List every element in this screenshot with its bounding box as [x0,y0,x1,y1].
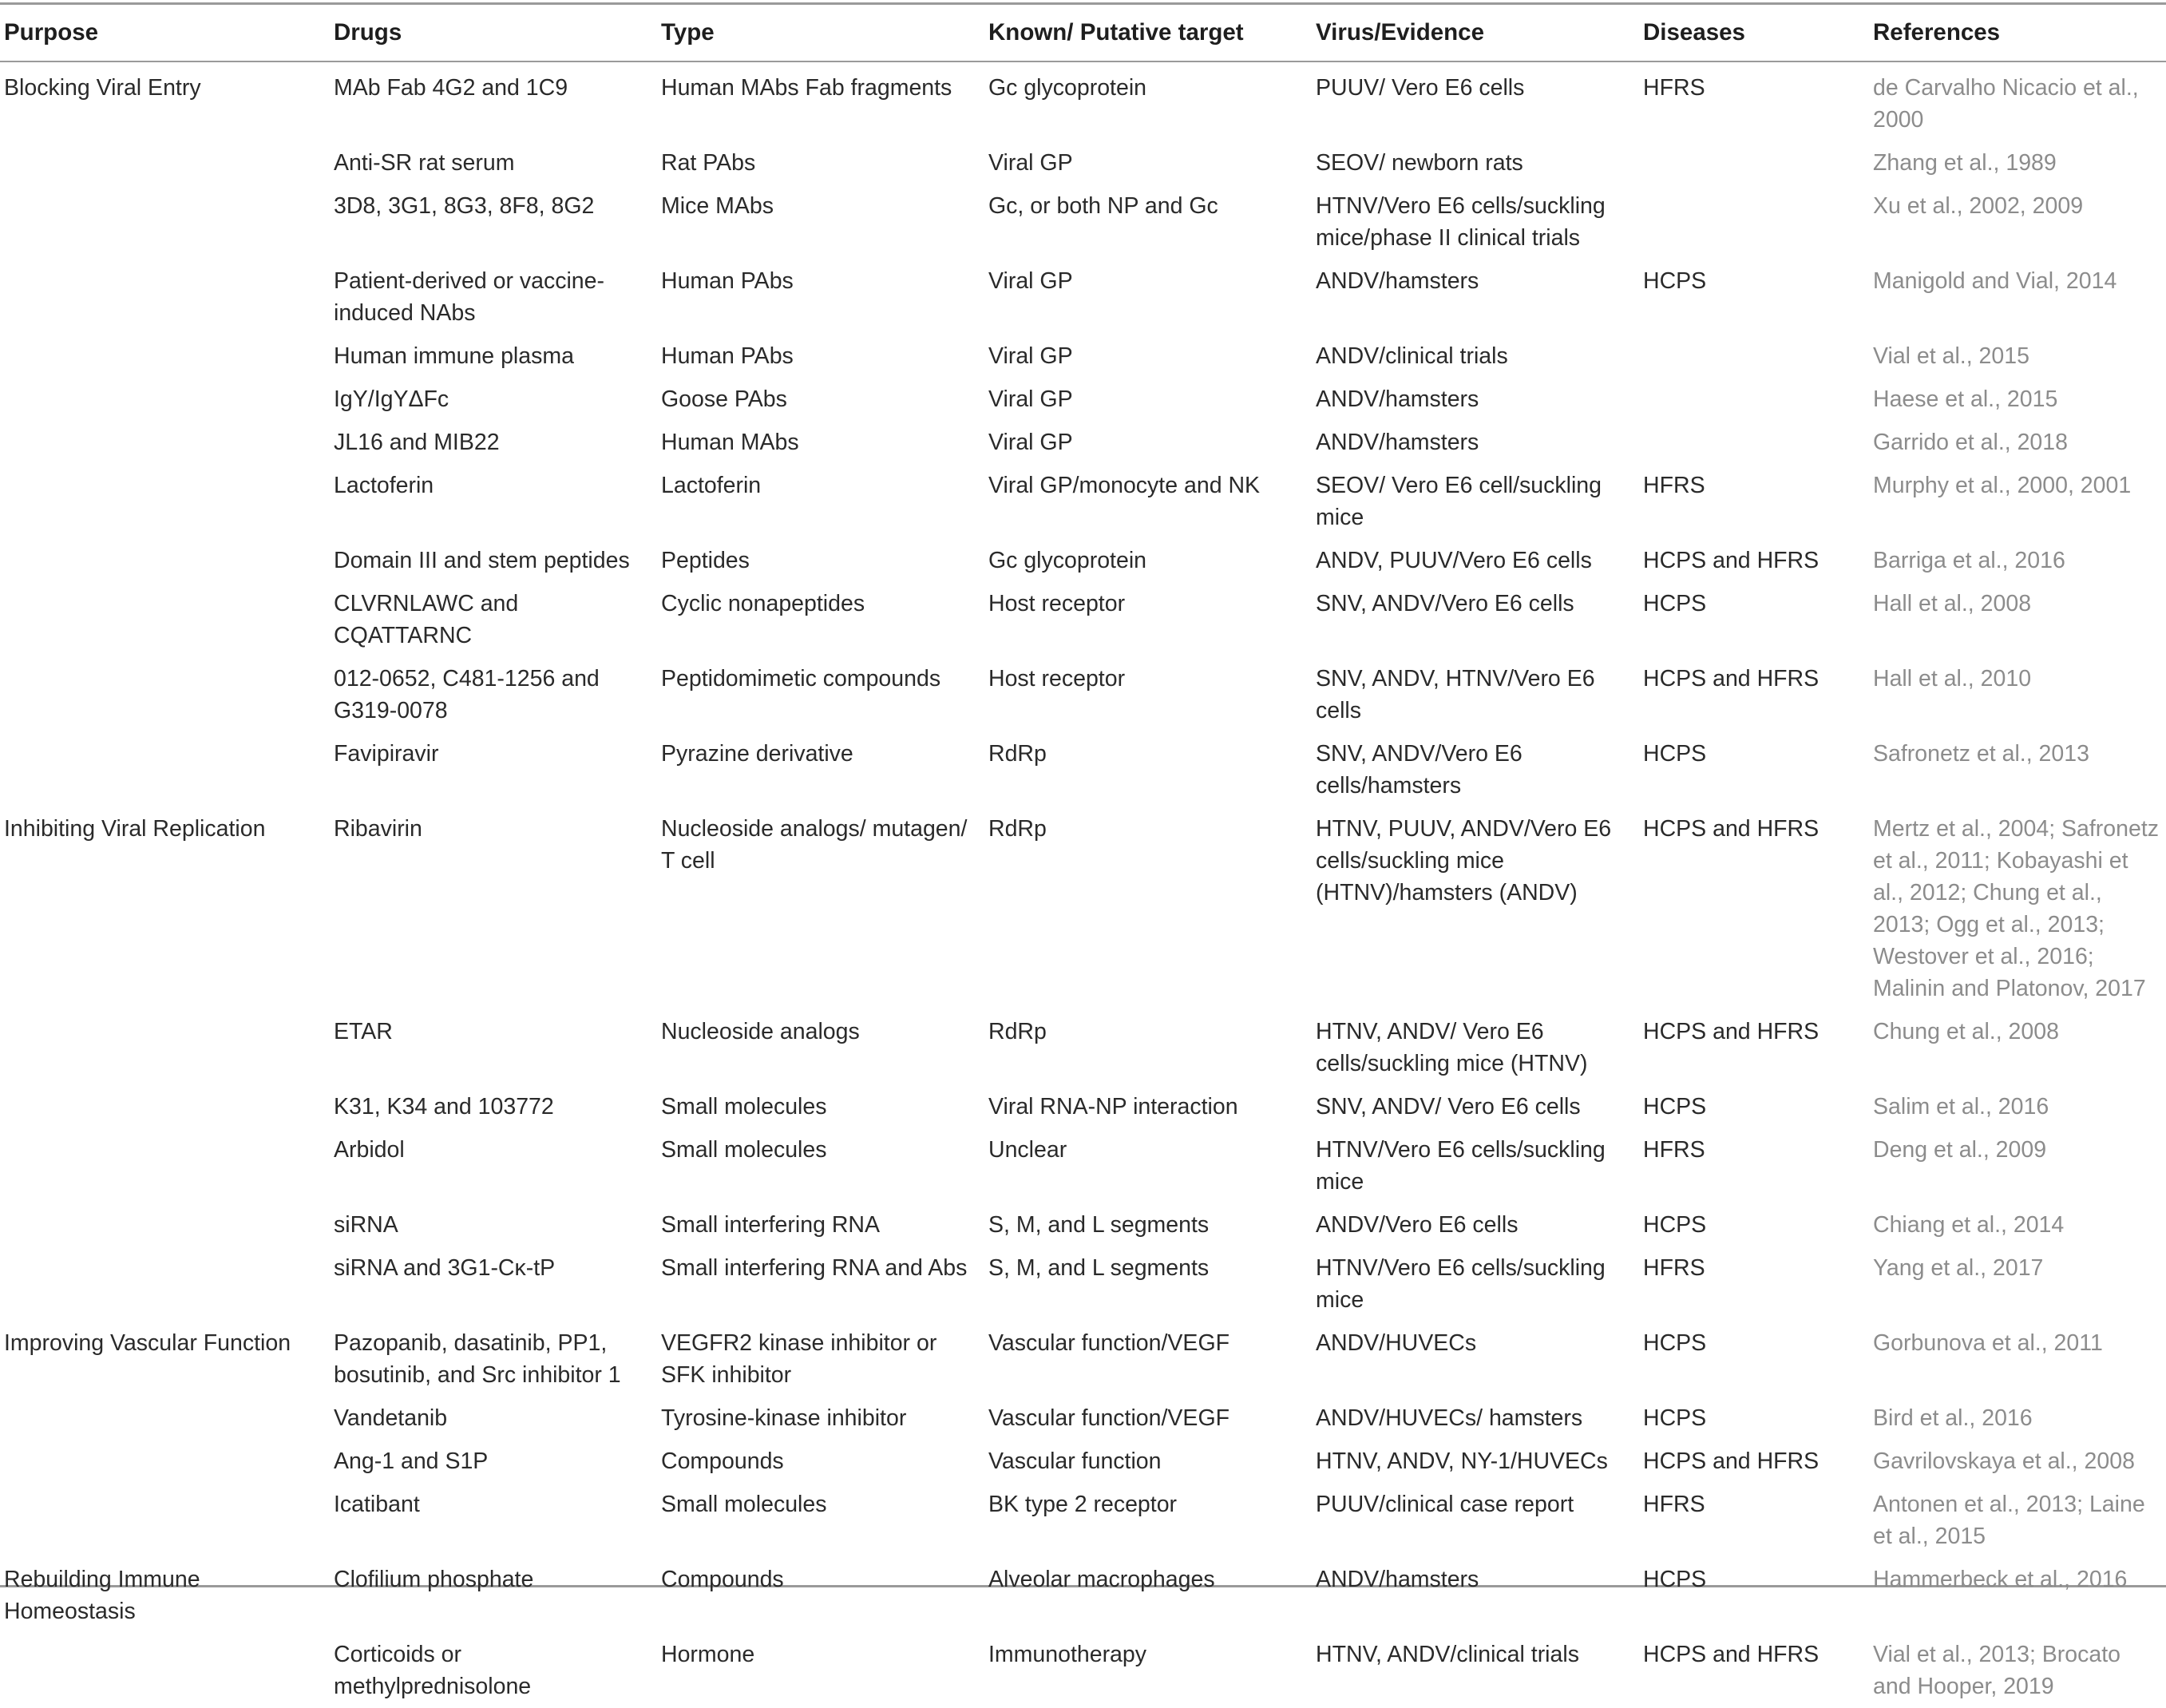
cell-purpose [0,184,327,260]
cell-diseases [1637,141,1867,184]
cell-drugs: 3D8, 3G1, 8G3, 8F8, 8G2 [334,193,595,219]
cell-type: Small interfering RNA [661,1212,881,1238]
cell-references: Manigold and Vial, 2014 [1873,268,2117,294]
cell-diseases: HFRS [1643,473,1705,498]
table-row [0,1203,2166,1246]
cell-target: RdRp [988,816,1047,842]
cell-drugs: Patient-derived or vaccine-induced NAbs [334,268,604,326]
cell-target: Viral GP [988,268,1073,294]
cell-virus-evidence: ANDV, PUUV/Vero E6 cells [1316,548,1592,573]
cell-diseases [1637,421,1867,464]
cell-purpose [0,1203,327,1246]
cell-diseases: HCPS [1643,268,1707,294]
cell-drugs: Ribavirin [334,816,422,842]
cell-target: Alveolar macrophages [988,1567,1215,1592]
cell-purpose [0,260,327,335]
cell-purpose [0,421,327,464]
column-header-purpose: Purpose [4,19,99,46]
cell-drugs: CLVRNLAWC and CQATTARNC [334,591,519,648]
cell-target: Host receptor [988,666,1126,692]
cell-purpose [0,1085,327,1128]
cell-type: Human MAbs [661,430,799,455]
cell-virus-evidence: HTNV/Vero E6 cells/suckling mice [1316,1255,1606,1313]
cell-references: Vial et al., 2015 [1873,343,2029,369]
cell-target: Vascular function/VEGF [988,1330,1230,1356]
cell-references: Barriga et al., 2016 [1873,548,2065,573]
table-row [0,657,2166,732]
cell-references: Safronetz et al., 2013 [1873,741,2089,767]
table-row [0,1440,2166,1483]
column-header-references: References [1873,19,2001,46]
cell-drugs: Arbidol [334,1137,405,1163]
table-row [0,1558,2166,1633]
table-row [0,378,2166,421]
cell-purpose [0,1483,327,1558]
cell-diseases: HCPS [1643,1330,1707,1356]
cell-target: Viral GP [988,150,1073,176]
table-row [0,807,2166,1010]
cell-diseases: HFRS [1643,1492,1705,1517]
cell-references: Chiang et al., 2014 [1873,1212,2065,1238]
cell-virus-evidence: ANDV/hamsters [1316,268,1479,294]
cell-drugs: Clofilium phosphate [334,1567,534,1592]
cell-purpose [0,1128,327,1203]
cell-purpose [0,1246,327,1322]
cell-type: Goose PAbs [661,386,787,412]
cell-diseases: HCPS [1643,1212,1707,1238]
cell-references: Yang et al., 2017 [1873,1255,2044,1281]
cell-purpose [0,335,327,378]
cell-virus-evidence: HTNV/Vero E6 cells/suckling mice [1316,1137,1606,1195]
cell-virus-evidence: SEOV/ newborn rats [1316,150,1523,176]
table-row [0,1246,2166,1322]
cell-references: Chung et al., 2008 [1873,1019,2059,1044]
cell-target: S, M, and L segments [988,1212,1210,1238]
cell-diseases: HCPS and HFRS [1643,1642,1820,1667]
table-row [0,141,2166,184]
cell-drugs: Ang-1 and S1P [334,1448,489,1474]
cell-purpose: Improving Vascular Function [4,1330,291,1356]
cell-references: Mertz et al., 2004; Safronetz et al., 2011; Kobayashi et al., 2012; Chung et al., 2013; Ogg et al., 2013; Westover et al., 2016; Malinin and Platonov, 2017 [1873,816,2160,1001]
table-row [0,1633,2166,1708]
cell-target: Viral RNA-NP interaction [988,1094,1238,1120]
column-header-diseases: Diseases [1643,19,1745,46]
cell-diseases: HCPS and HFRS [1643,666,1820,692]
cell-references: Salim et al., 2016 [1873,1094,2049,1120]
cell-virus-evidence: HTNV, ANDV, NY-1/HUVECs [1316,1448,1608,1474]
cell-virus-evidence: ANDV/hamsters [1316,430,1479,455]
cell-purpose [0,732,327,807]
cell-target: BK type 2 receptor [988,1492,1178,1517]
table-row [0,1128,2166,1203]
cell-target: Viral GP [988,386,1073,412]
cell-drugs: MAb Fab 4G2 and 1C9 [334,75,568,101]
cell-virus-evidence: PUUV/clinical case report [1316,1492,1574,1517]
cell-type: Lactoferin [661,473,762,498]
cell-type: Compounds [661,1567,784,1592]
cell-type: Nucleoside analogs/ mutagen/ T cell [661,816,968,874]
cell-diseases: HCPS [1643,1405,1707,1431]
table-row [0,539,2166,582]
cell-drugs: Corticoids or methylprednisolone [334,1642,532,1699]
table-row [0,335,2166,378]
cell-references: Garrido et al., 2018 [1873,430,2068,455]
cell-virus-evidence: PUUV/ Vero E6 cells [1316,75,1525,101]
cell-type: Cyclic nonapeptides [661,591,865,616]
cell-virus-evidence: ANDV/Vero E6 cells [1316,1212,1519,1238]
cell-virus-evidence: ANDV/hamsters [1316,1567,1479,1592]
header-row [0,4,2166,61]
cell-references: de Carvalho Nicacio et al., 2000 [1873,75,2139,133]
cell-type: Mice MAbs [661,193,774,219]
cell-virus-evidence: HTNV, PUUV, ANDV/Vero E6 cells/suckling mice (HTNV)/hamsters (ANDV) [1316,816,1612,906]
cell-purpose [0,1010,327,1085]
cell-type: Human PAbs [661,268,794,294]
cell-drugs: IgY/IgYΔFc [334,386,449,412]
cell-diseases [1637,335,1867,378]
cell-drugs: K31, K34 and 103772 [334,1094,554,1120]
cell-virus-evidence: HTNV, ANDV/ Vero E6 cells/suckling mice (HTNV) [1316,1019,1588,1076]
cell-diseases: HFRS [1643,75,1705,101]
cell-references: Murphy et al., 2000, 2001 [1873,473,2132,498]
column-header-drugs: Drugs [334,19,402,46]
cell-drugs: Vandetanib [334,1405,448,1431]
column-header-type: Type [661,19,715,46]
cell-type: Pyrazine derivative [661,741,853,767]
cell-type: Rat PAbs [661,150,756,176]
cell-drugs: Favipiravir [334,741,439,767]
cell-virus-evidence: SNV, ANDV/Vero E6 cells [1316,591,1574,616]
cell-drugs: Lactoferin [334,473,434,498]
cell-purpose [0,1440,327,1483]
cell-references: Gavrilovskaya et al., 2008 [1873,1448,2135,1474]
cell-diseases: HCPS and HFRS [1643,1019,1820,1044]
cell-references: Hall et al., 2010 [1873,666,2032,692]
cell-target: Gc glycoprotein [988,75,1147,101]
cell-virus-evidence: SEOV/ Vero E6 cell/suckling mice [1316,473,1602,530]
cell-purpose [0,464,327,539]
cell-drugs: Pazopanib, dasatinib, PP1, bosutinib, and Src inhibitor 1 [334,1330,621,1388]
cell-references: Haese et al., 2015 [1873,386,2058,412]
cell-drugs: JL16 and MIB22 [334,430,500,455]
cell-type: Small molecules [661,1094,827,1120]
table-row [0,464,2166,539]
cell-diseases: HCPS [1643,1094,1707,1120]
cell-references: Xu et al., 2002, 2009 [1873,193,2084,219]
cell-references: Hall et al., 2008 [1873,591,2032,616]
cell-virus-evidence: SNV, ANDV/ Vero E6 cells [1316,1094,1581,1120]
cell-diseases: HFRS [1643,1137,1705,1163]
cell-purpose [0,141,327,184]
cell-diseases: HCPS [1643,741,1707,767]
cell-virus-evidence: ANDV/clinical trials [1316,343,1508,369]
cell-diseases [1637,184,1867,260]
column-header-virus-evidence: Virus/Evidence [1316,19,1484,46]
cell-target: RdRp [988,741,1047,767]
cell-diseases: HCPS and HFRS [1643,816,1820,842]
cell-diseases: HCPS and HFRS [1643,1448,1820,1474]
cell-references: Zhang et al., 1989 [1873,150,2057,176]
table-row [0,1322,2166,1397]
cell-target: Viral GP/monocyte and NK [988,473,1261,498]
cell-diseases: HCPS and HFRS [1643,548,1820,573]
cell-drugs: Human immune plasma [334,343,574,369]
cell-purpose [0,539,327,582]
cell-target: Viral GP [988,430,1073,455]
cell-type: Peptides [661,548,750,573]
cell-purpose [0,1397,327,1440]
table-row [0,732,2166,807]
cell-diseases: HFRS [1643,1255,1705,1281]
table-row [0,260,2166,335]
table-row [0,1483,2166,1558]
cell-target: RdRp [988,1019,1047,1044]
column-header-target: Known/ Putative target [988,19,1244,46]
table-row [0,1010,2166,1085]
cell-virus-evidence: SNV, ANDV/Vero E6 cells/hamsters [1316,741,1523,799]
cell-type: Compounds [661,1448,784,1474]
cell-type: VEGFR2 kinase inhibitor or SFK inhibitor [661,1330,937,1388]
cell-references: Gorbunova et al., 2011 [1873,1330,2103,1356]
cell-target: Gc glycoprotein [988,548,1147,573]
cell-diseases: HCPS [1643,591,1707,616]
cell-type: Small interfering RNA and Abs [661,1255,968,1281]
cell-target: Vascular function/VEGF [988,1405,1230,1431]
cell-virus-evidence: HTNV/Vero E6 cells/suckling mice/phase II clinical trials [1316,193,1606,251]
cell-target: Vascular function [988,1448,1162,1474]
cell-type: Human PAbs [661,343,794,369]
cell-purpose [0,1633,327,1708]
cell-references: Deng et al., 2009 [1873,1137,2047,1163]
cell-references: Hammerbeck et al., 2016 [1873,1567,2128,1592]
cell-references: Antonen et al., 2013; Laine et al., 2015 [1873,1492,2145,1549]
cell-target: S, M, and L segments [988,1255,1210,1281]
table-row [0,582,2166,657]
cell-virus-evidence: ANDV/HUVECs/ hamsters [1316,1405,1583,1431]
table-row [0,1397,2166,1440]
cell-drugs: 012-0652, C481-1256 and G319-0078 [334,666,600,723]
cell-diseases [1637,378,1867,421]
cell-references: Bird et al., 2016 [1873,1405,2033,1431]
cell-type: Tyrosine-kinase inhibitor [661,1405,907,1431]
cell-virus-evidence: SNV, ANDV, HTNV/Vero E6 cells [1316,666,1595,723]
drug-table [0,4,2166,1708]
cell-type: Hormone [661,1642,755,1667]
cell-type: Peptidomimetic compounds [661,666,941,692]
table-row [0,1085,2166,1128]
cell-purpose [0,657,327,732]
table-row [0,184,2166,260]
table-row [0,61,2166,141]
cell-type: Nucleoside analogs [661,1019,860,1044]
table-body [0,61,2166,1708]
cell-virus-evidence: ANDV/hamsters [1316,386,1479,412]
cell-drugs: siRNA [334,1212,398,1238]
cell-purpose: Rebuilding Immune Homeostasis [4,1567,200,1624]
cell-target: Host receptor [988,591,1126,616]
cell-target: Gc, or both NP and Gc [988,193,1218,219]
cell-purpose [0,582,327,657]
cell-target: Immunotherapy [988,1642,1147,1667]
cell-purpose: Inhibiting Viral Replication [4,816,266,842]
cell-target: Viral GP [988,343,1073,369]
cell-target: Unclear [988,1137,1067,1163]
cell-drugs: Domain III and stem peptides [334,548,630,573]
cell-type: Small molecules [661,1492,827,1517]
cell-virus-evidence: ANDV/HUVECs [1316,1330,1477,1356]
table-header [0,4,2166,61]
cell-drugs: ETAR [334,1019,393,1044]
cell-type: Human MAbs Fab fragments [661,75,952,101]
cell-diseases: HCPS [1643,1567,1707,1592]
table-row [0,421,2166,464]
cell-purpose: Blocking Viral Entry [4,75,201,101]
cell-drugs: siRNA and 3G1-Cκ-tP [334,1255,556,1281]
cell-references: Vial et al., 2013; Brocato and Hooper, 2019 [1873,1642,2121,1699]
cell-drugs: Icatibant [334,1492,420,1517]
cell-drugs: Anti-SR rat serum [334,150,515,176]
cell-type: Small molecules [661,1137,827,1163]
cell-purpose [0,378,327,421]
cell-virus-evidence: HTNV, ANDV/clinical trials [1316,1642,1579,1667]
